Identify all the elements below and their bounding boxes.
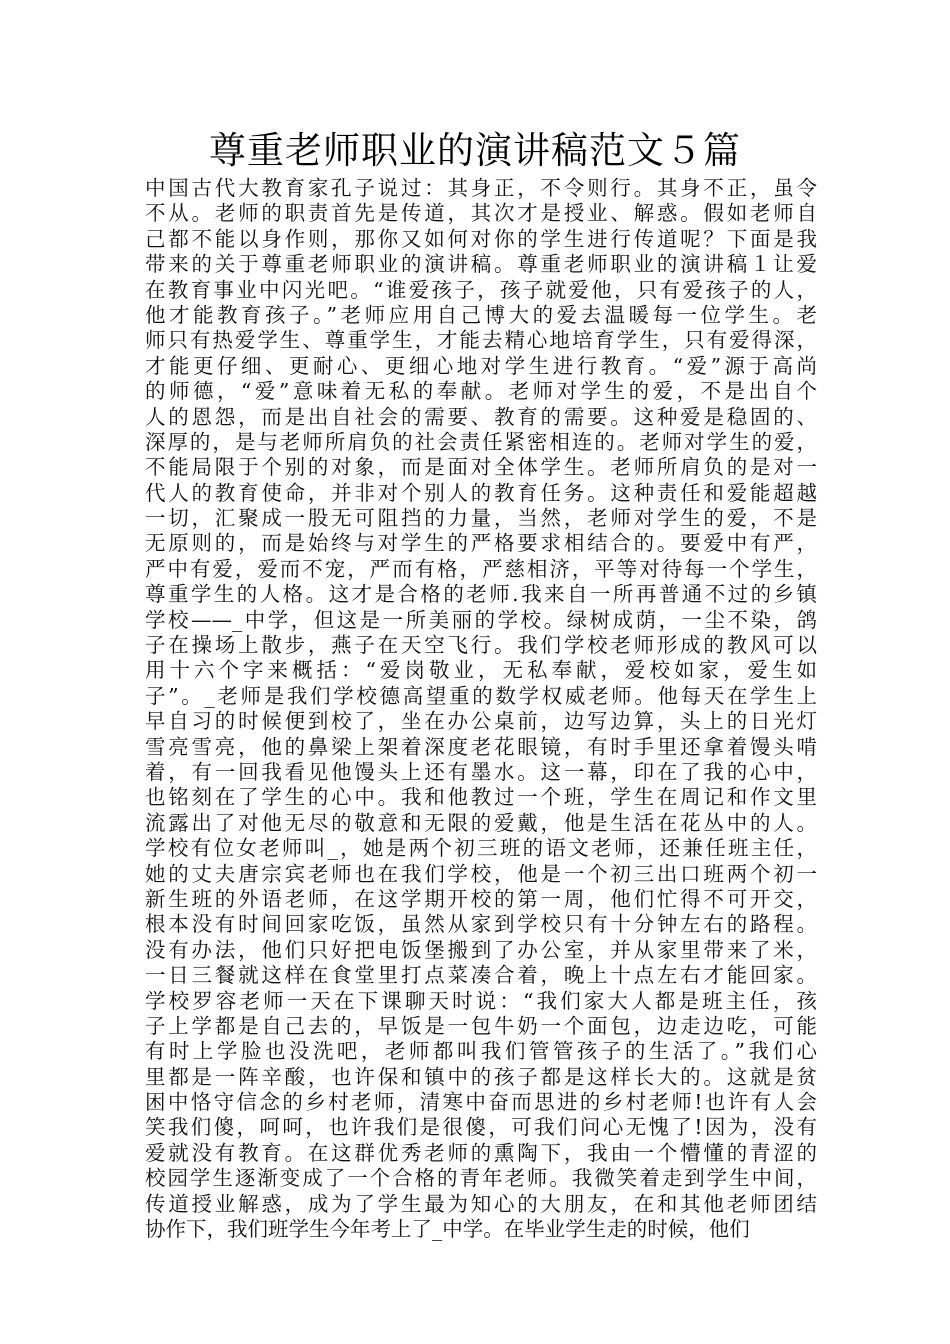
text-line: 尊重学生的人格。这才是合格的老师.我来自一所再普通不过的乡镇	[145, 582, 817, 607]
text-line: 子”。_老师是我们学校德高望重的数学权威老师。他每天在学生上	[145, 683, 817, 708]
text-line: 早自习的时候便到校了，坐在办公桌前，边写边算，头上的日光灯	[145, 709, 817, 734]
text-line: 流露出了对他无尽的敬意和无限的爱戴，他是生活在花丛中的人。	[145, 810, 817, 835]
text-line: 才能更仔细、更耐心、更细心地对学生进行教育。“爱”源于高尚	[145, 353, 817, 378]
text-line: 困中恪守信念的乡村老师，清寒中奋而思进的乡村老师!也许有人会	[145, 1090, 817, 1115]
text-line: 不能局限于个别的对象，而是面对全体学生。老师所肩负的是对一	[145, 455, 817, 480]
text-line: 也铭刻在了学生的心中。我和他教过一个班，学生在周记和作文里	[145, 785, 817, 810]
text-line: 己都不能以身作则，那你又如何对你的学生进行传道呢？下面是我	[145, 226, 817, 251]
text-line: 她的丈夫唐宗宾老师也在我们学校，他是一个初三出口班两个初一	[145, 861, 817, 886]
text-line: 的师德，“爱”意味着无私的奉献。老师对学生的爱，不是出自个	[145, 379, 817, 404]
text-line: 爱就没有教育。在这群优秀老师的熏陶下，我由一个懵懂的青涩的	[145, 1140, 817, 1165]
text-line: 无原则的，而是始终与对学生的严格要求相结合的。要爱中有严，	[145, 531, 817, 556]
text-line: 雪亮雪亮，他的鼻梁上架着深度老花眼镜，有时手里还拿着馒头啃	[145, 734, 817, 759]
text-line: 一日三餐就这样在食堂里打点菜凑合着，晚上十点左右才能回家。	[145, 963, 817, 988]
text-line: 师只有热爱学生、尊重学生，才能去精心地培育学生，只有爱得深，	[145, 328, 817, 353]
text-line: 用十六个字来概括：“爱岗敬业，无私奉献，爱校如家，爱生如	[145, 658, 817, 683]
text-line: 中国古代大教育家孔子说过：其身正，不令则行。其身不正，虽令	[145, 176, 817, 200]
text-line: 里都是一阵辛酸，也许保和镇中的孩子都是这样长大的。这就是贫	[145, 1064, 817, 1089]
text-line: 严中有爱，爱而不宠，严而有格，严慈相济，平等对待每一个学生，	[145, 556, 817, 581]
text-line: 着，有一回我看见他馒头上还有墨水。这一幕，印在了我的心中，	[145, 759, 817, 784]
text-line: 代人的教育使命，并非对个别人的教育任务。这种责任和爱能超越	[145, 480, 817, 505]
document-body	[145, 176, 817, 1256]
text-line: 子在操场上散步，燕子在天空飞行。我们学校老师形成的教风可以	[145, 633, 817, 658]
text-line: 有时上学脸也没洗吧，老师都叫我们管管孩子的生活了。”我们心	[145, 1039, 817, 1064]
text-line: 一切，汇聚成一股无可阻挡的力量，当然，老师对学生的爱，不是	[145, 506, 817, 531]
text-line: 深厚的，是与老师所肩负的社会责任紧密相连的。老师对学生的爱，	[145, 429, 817, 454]
document-title: 尊重老师职业的演讲稿范文５篇	[209, 129, 741, 172]
text-line: 不从。老师的职责首先是传道，其次才是授业、解惑。假如老师自	[145, 201, 817, 226]
text-line: 传道授业解惑，成为了学生最为知心的大朋友，在和其他老师团结	[145, 1191, 817, 1216]
text-line: 协作下，我们班学生今年考上了_中学。在毕业学生走的时候，他们	[145, 1217, 750, 1242]
text-line: 根本没有时间回家吃饭，虽然从家到学校只有十分钟左右的路程。	[145, 912, 817, 937]
text-line: 学校——_中学，但这是一所美丽的学校。绿树成荫，一尘不染，鸽	[145, 607, 817, 632]
text-line: 他才能教育孩子。”老师应用自己博大的爱去温暖每一位学生。老	[145, 302, 817, 327]
text-line: 新生班的外语老师，在这学期开校的第一周，他们忙得不可开交，	[145, 886, 817, 911]
text-line: 人的恩怨，而是出自社会的需要、教育的需要。这种爱是稳固的、	[145, 404, 817, 429]
text-line: 笑我们傻，呵呵，也许我们是很傻，可我们问心无愧了!因为，没有	[145, 1115, 817, 1140]
text-line: 校园学生逐渐变成了一个合格的青年老师。我微笑着走到学生中间，	[145, 1166, 817, 1191]
text-line: 学校有位女老师叫_，她是两个初三班的语文老师，还兼任班主任，	[145, 836, 817, 861]
text-line: 没有办法，他们只好把电饭堡搬到了办公室，并从家里带来了米，	[145, 937, 817, 962]
text-line: 在教育事业中闪光吧。“谁爱孩子，孩子就爱他，只有爱孩子的人，	[145, 277, 817, 302]
text-line: 子上学都是自己去的，早饭是一包牛奶一个面包，边走边吃，可能	[145, 1013, 817, 1038]
text-line: 学校罗容老师一天在下课聊天时说：“我们家大人都是班主任，孩	[145, 988, 817, 1013]
text-line: 带来的关于尊重老师职业的演讲稿。尊重老师职业的演讲稿１让爱	[145, 252, 817, 277]
